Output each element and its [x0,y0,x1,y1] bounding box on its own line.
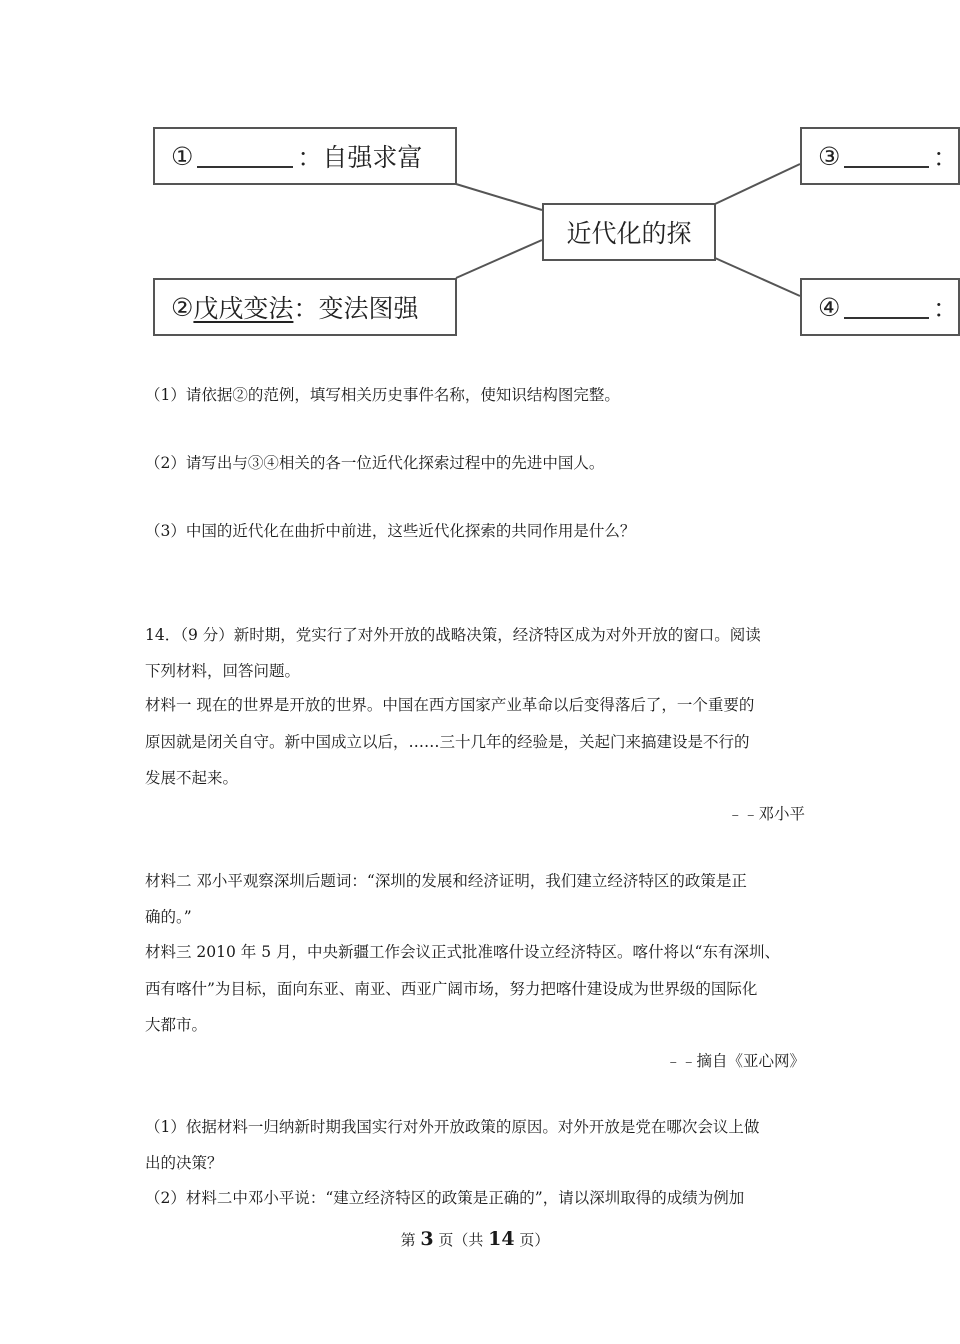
box-4-text: ： [932,294,958,323]
q14-sub1-line2: 出的决策？ [145,1154,223,1172]
diagram-box-2 [153,278,457,336]
center-text: 近代化的探 [566,219,692,248]
material3-line2: 西有喀什”为目标，面向东亚、南亚、西亚广阔市场，努力把喀什建设成为世界级的国际化 [145,980,758,998]
box-4-number: ④ [818,292,841,322]
material3-source: ﹣﹣摘自《亚心网》 [665,1052,805,1070]
box-1-text: ：自强求富 [297,143,423,172]
material2-line1: 材料二 邓小平观察深圳后题词：“深圳的发展和经济证明，我们建立经济特区的政策是正 [145,872,747,890]
connector-line-1 [456,184,542,210]
diagram-box-4 [800,278,960,336]
footer-prefix: 第 [400,1231,421,1249]
box-3-number: ③ [818,141,841,171]
connector-line-2 [456,240,542,278]
q13-sub3: （3）中国的近代化在曲折中前进，这些近代化探索的共同作用是什么？ [145,522,636,540]
material1-line1: 材料一 现在的世界是开放的世界。中国在西方国家产业革命以后变得落后了，一个重要的 [145,696,755,714]
footer-page-number: 3 [420,1228,434,1250]
knowledge-structure-diagram [0,0,958,360]
box-1-blank [197,162,293,168]
connector-line-4 [715,258,800,296]
material1-source: ﹣﹣邓小平 [727,805,805,823]
material3-line1: 材料三 2010 年 5 月，中央新疆工作会议正式批准喀什设立经济特区。喀什将以“东有深圳、 [145,943,780,961]
diagram-box-1 [153,127,457,185]
q14-line2: 下列材料，回答问题。 [145,662,301,680]
q13-sub1: （1）请依据②的范例，填写相关历史事件名称，使知识结构图完整。 [145,386,620,404]
material2-line2: 确的。” [145,908,192,926]
box-2-text: ：变法图强 [293,294,419,323]
material3-line3: 大都市。 [145,1016,208,1034]
box-3-blank [844,162,929,168]
q14-sub1-line1: （1）依据材料一归纳新时期我国实行对外开放政策的原因。对外开放是党在哪次会议上做 [145,1118,760,1136]
q14-sub2-line1: （2）材料二中邓小平说：“建立经济特区的政策是正确的”，请以深圳取得的成绩为例加 [145,1189,745,1207]
box-2-event: 戊戌变法 [193,294,294,323]
box-1-number: ① [171,141,194,171]
connector-line-3 [715,164,800,204]
diagram-center-box [542,203,716,261]
footer-suffix: 页） [514,1231,550,1249]
footer-total-pages: 14 [488,1228,515,1250]
page-footer [0,1228,950,1250]
box-2-number: ② [171,292,194,322]
box-4-blank [844,313,929,319]
footer-mid: 页（共 [433,1231,489,1249]
material1-line2: 原因就是闭关自守。新中国成立以后，……三十几年的经验是，关起门来搞建设是不行的 [145,733,750,751]
q13-sub2: （2）请写出与③④相关的各一位近代化探索过程中的先进中国人。 [145,454,605,472]
material1-line3: 发展不起来。 [145,769,239,787]
q14-line1: 14．（9 分）新时期，党实行了对外开放的战略决策，经济特区成为对外开放的窗口。阅读 [145,626,761,644]
box-3-text: ： [932,143,958,172]
diagram-box-3 [800,127,960,185]
